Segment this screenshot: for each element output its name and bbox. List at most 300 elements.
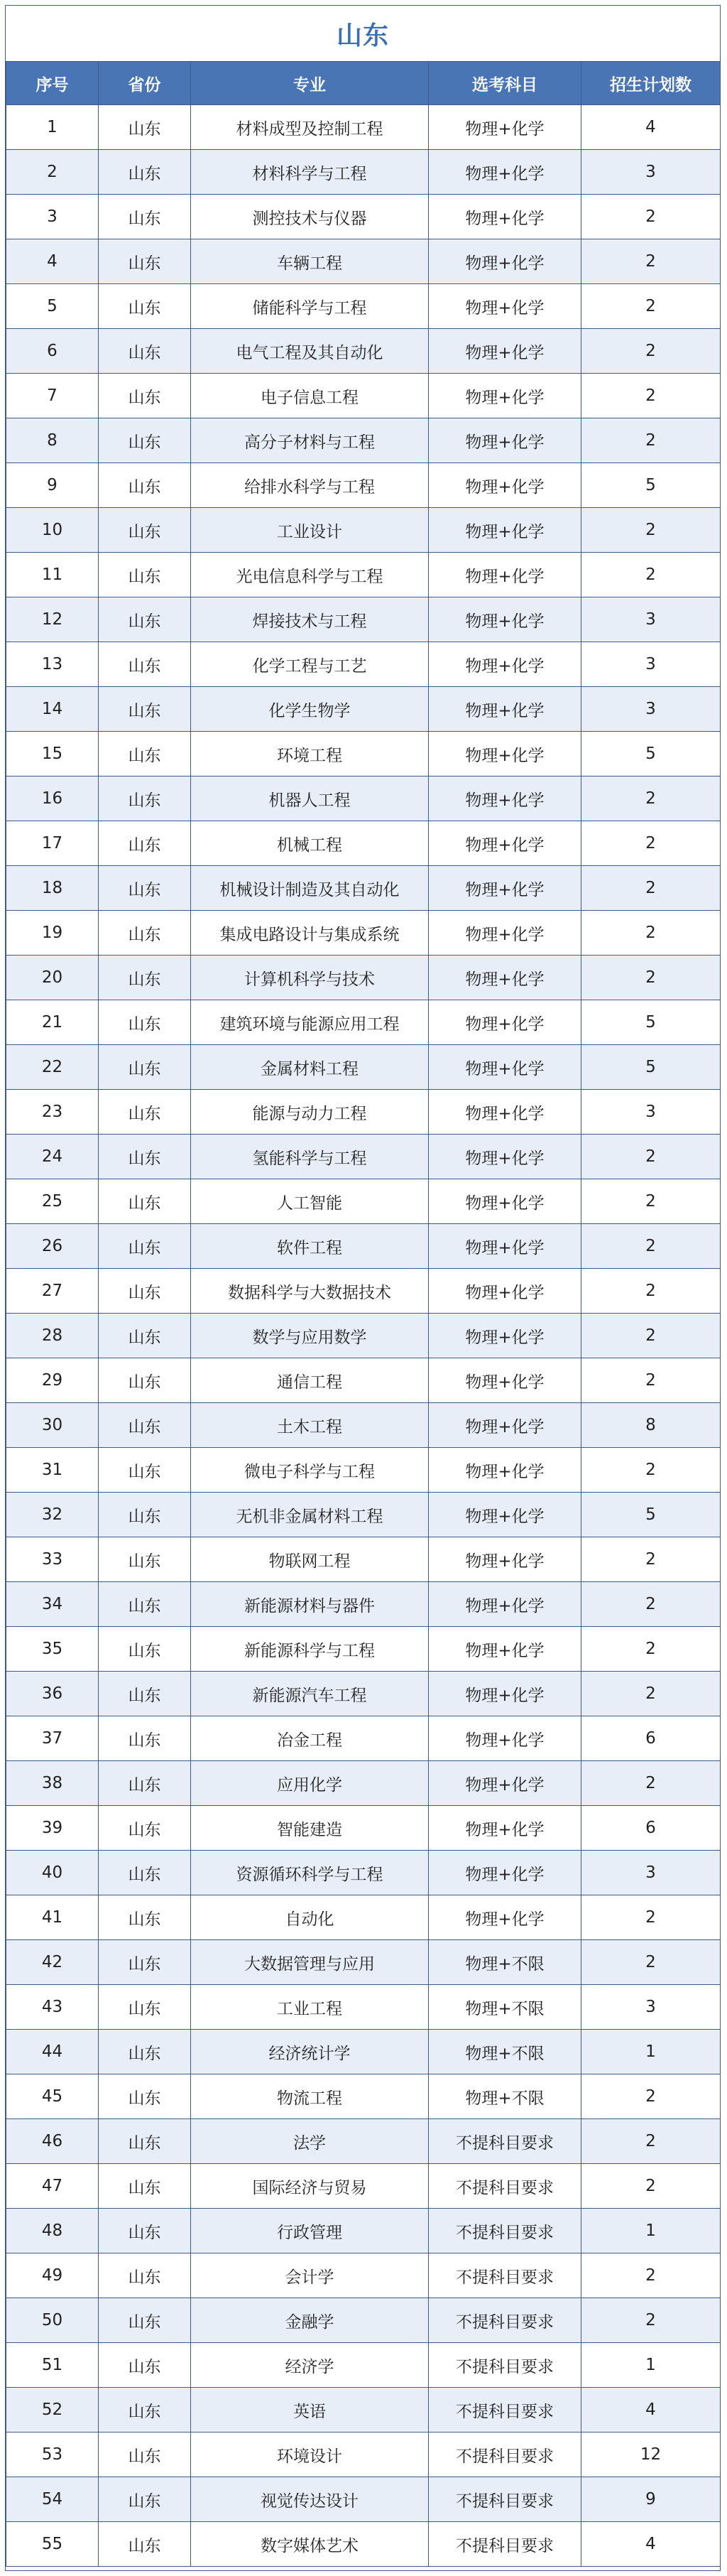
- cell-province: 山东: [99, 1448, 191, 1493]
- cell-plan-count: 2: [581, 374, 721, 418]
- cell-major: 材料科学与工程: [191, 150, 429, 195]
- table-row: [6, 418, 721, 463]
- cell-province: 山东: [99, 1403, 191, 1448]
- cell-index: 1: [6, 105, 99, 150]
- cell-index: 25: [6, 1179, 99, 1224]
- cell-major: 机器人工程: [191, 776, 429, 821]
- cell-province: 山东: [99, 195, 191, 239]
- cell-plan-count: 5: [581, 732, 721, 776]
- cell-plan-count: 3: [581, 1851, 721, 1895]
- cell-index: 4: [6, 239, 99, 284]
- cell-province: 山东: [99, 2432, 191, 2477]
- table-row: [6, 1000, 721, 1045]
- cell-major: 自动化: [191, 1895, 429, 1940]
- cell-plan-count: 2: [581, 329, 721, 374]
- cell-province: 山东: [99, 1761, 191, 1806]
- cell-major: 人工智能: [191, 1179, 429, 1224]
- cell-major: 行政管理: [191, 2209, 429, 2253]
- table-row: [6, 553, 721, 597]
- cell-index: 32: [6, 1493, 99, 1537]
- cell-major: 英语: [191, 2388, 429, 2432]
- cell-plan-count: 4: [581, 2522, 721, 2567]
- cell-major: 软件工程: [191, 1224, 429, 1269]
- cell-plan-count: 9: [581, 2477, 721, 2522]
- cell-subjects: 物理+化学: [429, 1269, 581, 1314]
- cell-province: 山东: [99, 956, 191, 1000]
- cell-subjects: 物理+化学: [429, 1448, 581, 1493]
- cell-major: 资源循环科学与工程: [191, 1851, 429, 1895]
- cell-subjects: 物理+化学: [429, 1090, 581, 1135]
- cell-province: 山东: [99, 1179, 191, 1224]
- cell-index: 9: [6, 463, 99, 508]
- cell-index: 40: [6, 1851, 99, 1895]
- cell-index: 48: [6, 2209, 99, 2253]
- page-title: 山东: [336, 21, 389, 50]
- cell-plan-count: 2: [581, 821, 721, 866]
- cell-plan-count: 3: [581, 1090, 721, 1135]
- cell-major: 金属材料工程: [191, 1045, 429, 1090]
- table-row: [6, 2522, 721, 2567]
- cell-plan-count: 1: [581, 2209, 721, 2253]
- cell-subjects: 物理+化学: [429, 1895, 581, 1940]
- table-row: [6, 911, 721, 956]
- cell-province: 山东: [99, 1000, 191, 1045]
- cell-subjects: 不提科目要求: [429, 2477, 581, 2522]
- table-row: [6, 1716, 721, 1761]
- cell-subjects: 物理+化学: [429, 866, 581, 911]
- cell-major: 大数据管理与应用: [191, 1940, 429, 1985]
- cell-subjects: 物理+化学: [429, 463, 581, 508]
- cell-major: 新能源材料与器件: [191, 1582, 429, 1627]
- cell-index: 5: [6, 284, 99, 329]
- cell-major: 材料成型及控制工程: [191, 105, 429, 150]
- table-row: [6, 1940, 721, 1985]
- cell-subjects: 物理+化学: [429, 1179, 581, 1224]
- table-row: [6, 1582, 721, 1627]
- cell-subjects: 物理+化学: [429, 1806, 581, 1851]
- cell-subjects: 物理+化学: [429, 105, 581, 150]
- cell-major: 冶金工程: [191, 1716, 429, 1761]
- cell-subjects: 不提科目要求: [429, 2209, 581, 2253]
- cell-plan-count: 2: [581, 553, 721, 597]
- cell-province: 山东: [99, 597, 191, 642]
- cell-major: 给排水科学与工程: [191, 463, 429, 508]
- table-row: [6, 642, 721, 687]
- cell-index: 34: [6, 1582, 99, 1627]
- cell-province: 山东: [99, 2522, 191, 2567]
- cell-major: 集成电路设计与集成系统: [191, 911, 429, 956]
- cell-province: 山东: [99, 732, 191, 776]
- table-row: [6, 2477, 721, 2522]
- table-row: [6, 1851, 721, 1895]
- cell-index: 2: [6, 150, 99, 195]
- cell-major: 无机非金属材料工程: [191, 1493, 429, 1537]
- table-row: [6, 1448, 721, 1493]
- cell-plan-count: 2: [581, 1761, 721, 1806]
- cell-subjects: 不提科目要求: [429, 2522, 581, 2567]
- cell-index: 29: [6, 1358, 99, 1403]
- cell-index: 33: [6, 1537, 99, 1582]
- table-row: [6, 1045, 721, 1090]
- cell-index: 41: [6, 1895, 99, 1940]
- cell-subjects: 物理+化学: [429, 329, 581, 374]
- cell-index: 35: [6, 1627, 99, 1672]
- table-row: [6, 2298, 721, 2343]
- table-row: [6, 1895, 721, 1940]
- cell-plan-count: 2: [581, 1358, 721, 1403]
- cell-major: 数学与应用数学: [191, 1314, 429, 1358]
- cell-index: 37: [6, 1716, 99, 1761]
- cell-province: 山东: [99, 1045, 191, 1090]
- table-row: [6, 284, 721, 329]
- cell-index: 46: [6, 2119, 99, 2164]
- cell-plan-count: 2: [581, 1537, 721, 1582]
- cell-plan-count: 6: [581, 1716, 721, 1761]
- table-row: [6, 463, 721, 508]
- cell-subjects: 物理+化学: [429, 1403, 581, 1448]
- cell-subjects: 物理+化学: [429, 418, 581, 463]
- cell-index: 52: [6, 2388, 99, 2432]
- cell-plan-count: 2: [581, 1940, 721, 1985]
- table-row: [6, 105, 721, 150]
- table-row: [6, 2253, 721, 2298]
- cell-province: 山东: [99, 642, 191, 687]
- cell-index: 47: [6, 2164, 99, 2209]
- cell-province: 山东: [99, 821, 191, 866]
- cell-subjects: 物理+不限: [429, 2074, 581, 2119]
- cell-province: 山东: [99, 374, 191, 418]
- cell-subjects: 物理+不限: [429, 1985, 581, 2030]
- cell-index: 50: [6, 2298, 99, 2343]
- cell-province: 山东: [99, 1895, 191, 1940]
- table-row: [6, 2119, 721, 2164]
- cell-index: 23: [6, 1090, 99, 1135]
- cell-subjects: 不提科目要求: [429, 2253, 581, 2298]
- cell-index: 38: [6, 1761, 99, 1806]
- cell-plan-count: 8: [581, 1403, 721, 1448]
- cell-subjects: 物理+化学: [429, 1135, 581, 1179]
- cell-major: 储能科学与工程: [191, 284, 429, 329]
- cell-major: 电子信息工程: [191, 374, 429, 418]
- cell-subjects: 物理+化学: [429, 195, 581, 239]
- cell-province: 山东: [99, 418, 191, 463]
- cell-plan-count: 2: [581, 2074, 721, 2119]
- cell-province: 山东: [99, 1090, 191, 1135]
- cell-province: 山东: [99, 1985, 191, 2030]
- cell-index: 36: [6, 1672, 99, 1716]
- table-row: [6, 150, 721, 195]
- table-row: [6, 1985, 721, 2030]
- cell-index: 14: [6, 687, 99, 732]
- header-major: 专业: [191, 62, 429, 105]
- table-row: [6, 2164, 721, 2209]
- cell-subjects: 物理+化学: [429, 1314, 581, 1358]
- cell-province: 山东: [99, 1493, 191, 1537]
- cell-index: 7: [6, 374, 99, 418]
- cell-subjects: 物理+化学: [429, 1582, 581, 1627]
- cell-plan-count: 2: [581, 1179, 721, 1224]
- cell-plan-count: 2: [581, 418, 721, 463]
- cell-province: 山东: [99, 2030, 191, 2074]
- cell-major: 氢能科学与工程: [191, 1135, 429, 1179]
- cell-province: 山东: [99, 1135, 191, 1179]
- cell-subjects: 物理+化学: [429, 732, 581, 776]
- cell-subjects: 物理+化学: [429, 1672, 581, 1716]
- cell-province: 山东: [99, 105, 191, 150]
- cell-subjects: 物理+化学: [429, 1224, 581, 1269]
- table-row: [6, 821, 721, 866]
- cell-plan-count: 2: [581, 1135, 721, 1179]
- cell-index: 15: [6, 732, 99, 776]
- cell-index: 51: [6, 2343, 99, 2388]
- cell-index: 3: [6, 195, 99, 239]
- cell-major: 工业工程: [191, 1985, 429, 2030]
- cell-index: 20: [6, 956, 99, 1000]
- cell-major: 环境工程: [191, 732, 429, 776]
- cell-province: 山东: [99, 1627, 191, 1672]
- cell-province: 山东: [99, 2119, 191, 2164]
- cell-major: 化学生物学: [191, 687, 429, 732]
- cell-province: 山东: [99, 776, 191, 821]
- cell-subjects: 物理+化学: [429, 687, 581, 732]
- cell-index: 6: [6, 329, 99, 374]
- cell-plan-count: 2: [581, 1269, 721, 1314]
- cell-index: 24: [6, 1135, 99, 1179]
- cell-plan-count: 2: [581, 508, 721, 553]
- cell-plan-count: 2: [581, 2164, 721, 2209]
- cell-subjects: 不提科目要求: [429, 2432, 581, 2477]
- cell-plan-count: 3: [581, 150, 721, 195]
- header-plan-count: 招生计划数: [581, 62, 721, 105]
- cell-plan-count: 3: [581, 597, 721, 642]
- cell-index: 8: [6, 418, 99, 463]
- cell-subjects: 物理+化学: [429, 821, 581, 866]
- table-row: [6, 2432, 721, 2477]
- cell-plan-count: 2: [581, 776, 721, 821]
- cell-subjects: 物理+化学: [429, 1851, 581, 1895]
- cell-subjects: 物理+不限: [429, 1940, 581, 1985]
- cell-major: 测控技术与仪器: [191, 195, 429, 239]
- cell-major: 电气工程及其自动化: [191, 329, 429, 374]
- table-row: [6, 1761, 721, 1806]
- cell-major: 机械工程: [191, 821, 429, 866]
- cell-plan-count: 2: [581, 1895, 721, 1940]
- cell-province: 山东: [99, 1224, 191, 1269]
- cell-plan-count: 2: [581, 1582, 721, 1627]
- cell-subjects: 不提科目要求: [429, 2119, 581, 2164]
- cell-major: 金融学: [191, 2298, 429, 2343]
- header-subjects: 选考科目: [429, 62, 581, 105]
- table-row: [6, 195, 721, 239]
- cell-major: 建筑环境与能源应用工程: [191, 1000, 429, 1045]
- table-row: [6, 2074, 721, 2119]
- cell-index: 39: [6, 1806, 99, 1851]
- cell-index: 19: [6, 911, 99, 956]
- cell-major: 化学工程与工艺: [191, 642, 429, 687]
- table-row: [6, 2388, 721, 2432]
- cell-plan-count: 2: [581, 284, 721, 329]
- table-row: [6, 1358, 721, 1403]
- table-row: [6, 1090, 721, 1135]
- cell-plan-count: 5: [581, 1000, 721, 1045]
- cell-index: 30: [6, 1403, 99, 1448]
- cell-subjects: 不提科目要求: [429, 2164, 581, 2209]
- cell-major: 经济统计学: [191, 2030, 429, 2074]
- cell-province: 山东: [99, 1806, 191, 1851]
- cell-province: 山东: [99, 1537, 191, 1582]
- cell-index: 44: [6, 2030, 99, 2074]
- table-row: [6, 329, 721, 374]
- cell-plan-count: 2: [581, 2253, 721, 2298]
- table-row: [6, 1224, 721, 1269]
- cell-subjects: 物理+化学: [429, 284, 581, 329]
- cell-index: 18: [6, 866, 99, 911]
- cell-province: 山东: [99, 284, 191, 329]
- table-row: [6, 732, 721, 776]
- cell-province: 山东: [99, 508, 191, 553]
- cell-plan-count: 2: [581, 2119, 721, 2164]
- cell-major: 应用化学: [191, 1761, 429, 1806]
- cell-province: 山东: [99, 2477, 191, 2522]
- cell-subjects: 物理+化学: [429, 374, 581, 418]
- cell-major: 法学: [191, 2119, 429, 2164]
- cell-province: 山东: [99, 553, 191, 597]
- cell-major: 物流工程: [191, 2074, 429, 2119]
- table-header-row: [6, 62, 721, 105]
- table-row: [6, 2343, 721, 2388]
- cell-index: 42: [6, 1940, 99, 1985]
- cell-plan-count: 5: [581, 1045, 721, 1090]
- cell-index: 11: [6, 553, 99, 597]
- cell-index: 55: [6, 2522, 99, 2567]
- cell-subjects: 物理+化学: [429, 1000, 581, 1045]
- cell-major: 能源与动力工程: [191, 1090, 429, 1135]
- cell-province: 山东: [99, 1358, 191, 1403]
- cell-plan-count: 3: [581, 687, 721, 732]
- cell-plan-count: 1: [581, 2030, 721, 2074]
- cell-province: 山东: [99, 329, 191, 374]
- table-row: [6, 2209, 721, 2253]
- cell-subjects: 物理+化学: [429, 1493, 581, 1537]
- cell-index: 54: [6, 2477, 99, 2522]
- header-index: 序号: [6, 62, 99, 105]
- header-province: 省份: [99, 62, 191, 105]
- cell-subjects: 物理+化学: [429, 1045, 581, 1090]
- cell-major: 会计学: [191, 2253, 429, 2298]
- cell-major: 微电子科学与工程: [191, 1448, 429, 1493]
- cell-plan-count: 4: [581, 105, 721, 150]
- cell-index: 10: [6, 508, 99, 553]
- cell-subjects: 物理+化学: [429, 1761, 581, 1806]
- cell-index: 22: [6, 1045, 99, 1090]
- cell-plan-count: 2: [581, 911, 721, 956]
- cell-subjects: 物理+化学: [429, 597, 581, 642]
- cell-major: 机械设计制造及其自动化: [191, 866, 429, 911]
- enrollment-table: [6, 61, 721, 2567]
- cell-major: 土木工程: [191, 1403, 429, 1448]
- table-row: [6, 597, 721, 642]
- cell-major: 数字媒体艺术: [191, 2522, 429, 2567]
- cell-province: 山东: [99, 2074, 191, 2119]
- cell-subjects: 物理+化学: [429, 239, 581, 284]
- cell-province: 山东: [99, 1940, 191, 1985]
- cell-province: 山东: [99, 1314, 191, 1358]
- cell-index: 16: [6, 776, 99, 821]
- table-row: [6, 2030, 721, 2074]
- cell-index: 21: [6, 1000, 99, 1045]
- cell-plan-count: 2: [581, 1224, 721, 1269]
- cell-subjects: 不提科目要求: [429, 2343, 581, 2388]
- cell-subjects: 物理+化学: [429, 911, 581, 956]
- cell-index: 17: [6, 821, 99, 866]
- cell-major: 车辆工程: [191, 239, 429, 284]
- cell-province: 山东: [99, 2164, 191, 2209]
- cell-plan-count: 2: [581, 956, 721, 1000]
- cell-province: 山东: [99, 2253, 191, 2298]
- cell-major: 高分子材料与工程: [191, 418, 429, 463]
- cell-subjects: 不提科目要求: [429, 2298, 581, 2343]
- cell-plan-count: 6: [581, 1806, 721, 1851]
- cell-plan-count: 12: [581, 2432, 721, 2477]
- enrollment-plan-card: [5, 5, 721, 2571]
- table-row: [6, 1179, 721, 1224]
- cell-plan-count: 2: [581, 239, 721, 284]
- cell-subjects: 物理+化学: [429, 1716, 581, 1761]
- cell-plan-count: 3: [581, 1985, 721, 2030]
- table-row: [6, 866, 721, 911]
- cell-major: 智能建造: [191, 1806, 429, 1851]
- cell-index: 43: [6, 1985, 99, 2030]
- cell-plan-count: 2: [581, 866, 721, 911]
- cell-province: 山东: [99, 687, 191, 732]
- table-row: [6, 1627, 721, 1672]
- cell-major: 焊接技术与工程: [191, 597, 429, 642]
- cell-index: 49: [6, 2253, 99, 2298]
- cell-major: 环境设计: [191, 2432, 429, 2477]
- cell-province: 山东: [99, 1582, 191, 1627]
- table-row: [6, 1537, 721, 1582]
- table-row: [6, 956, 721, 1000]
- cell-province: 山东: [99, 1716, 191, 1761]
- cell-plan-count: 2: [581, 1627, 721, 1672]
- cell-plan-count: 1: [581, 2343, 721, 2388]
- cell-subjects: 物理+化学: [429, 776, 581, 821]
- cell-major: 新能源科学与工程: [191, 1627, 429, 1672]
- cell-plan-count: 2: [581, 1314, 721, 1358]
- table-row: [6, 687, 721, 732]
- cell-index: 12: [6, 597, 99, 642]
- cell-province: 山东: [99, 150, 191, 195]
- cell-major: 经济学: [191, 2343, 429, 2388]
- table-row: [6, 1403, 721, 1448]
- table-row: [6, 374, 721, 418]
- cell-province: 山东: [99, 2298, 191, 2343]
- cell-province: 山东: [99, 239, 191, 284]
- cell-major: 新能源汽车工程: [191, 1672, 429, 1716]
- cell-province: 山东: [99, 911, 191, 956]
- cell-subjects: 物理+化学: [429, 553, 581, 597]
- cell-province: 山东: [99, 1269, 191, 1314]
- table-row: [6, 1806, 721, 1851]
- cell-major: 数据科学与大数据技术: [191, 1269, 429, 1314]
- cell-subjects: 物理+化学: [429, 642, 581, 687]
- table-row: [6, 1269, 721, 1314]
- cell-province: 山东: [99, 2343, 191, 2388]
- cell-index: 27: [6, 1269, 99, 1314]
- cell-major: 国际经济与贸易: [191, 2164, 429, 2209]
- cell-province: 山东: [99, 1672, 191, 1716]
- cell-index: 26: [6, 1224, 99, 1269]
